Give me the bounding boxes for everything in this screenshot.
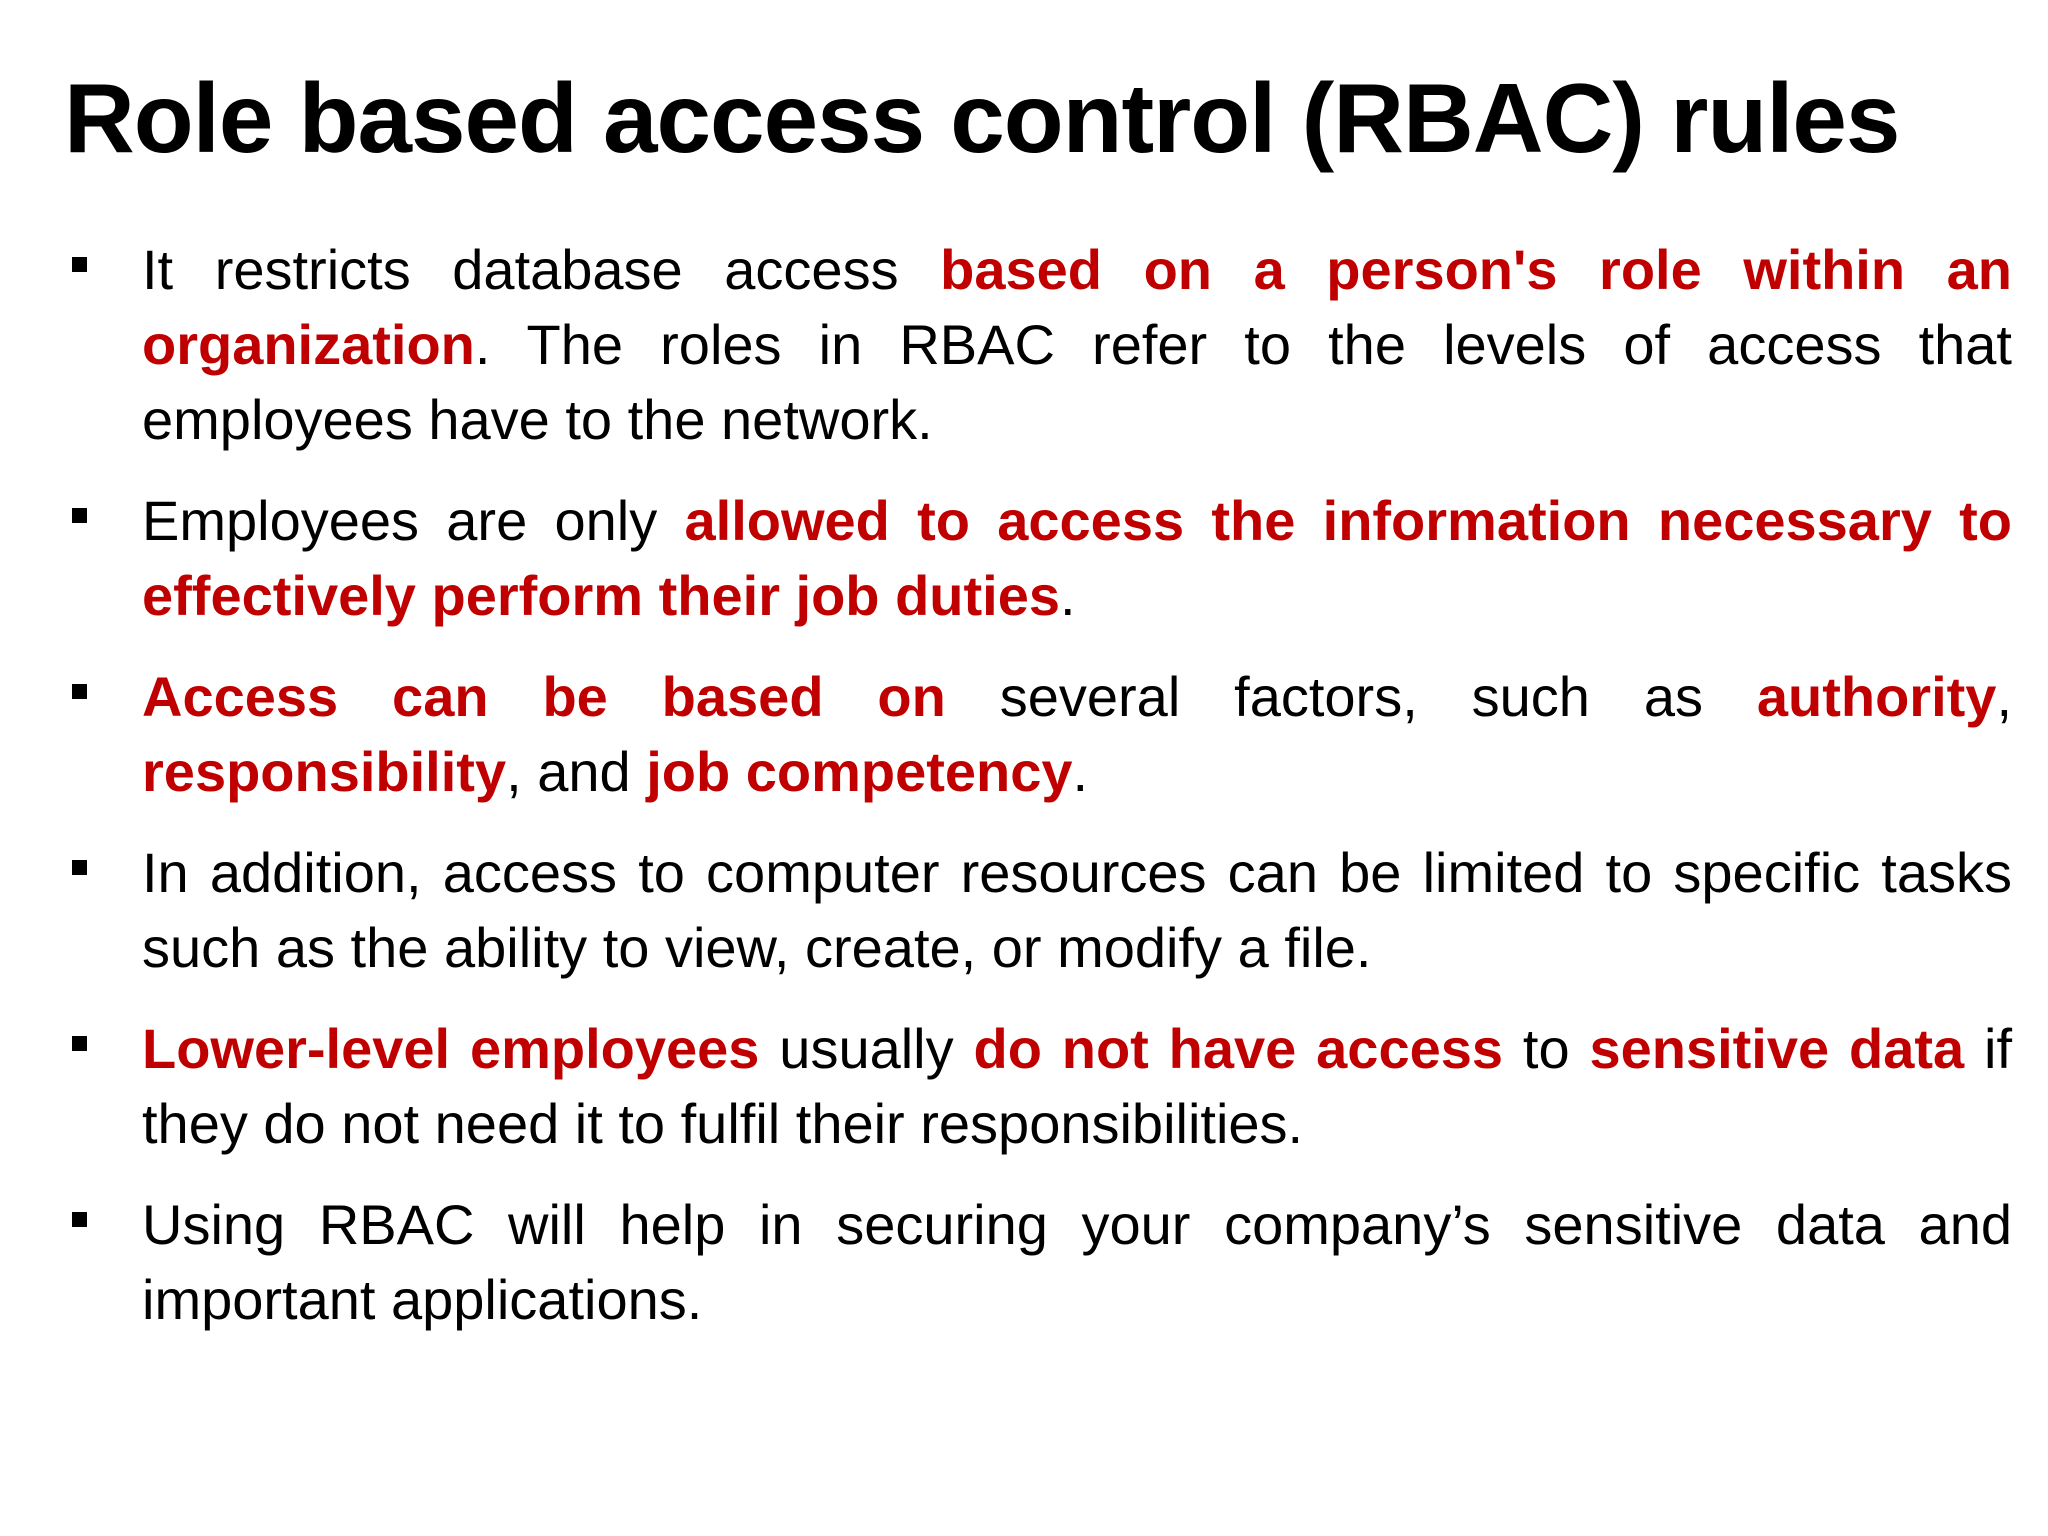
- square-bullet-icon: [72, 1036, 87, 1051]
- body-text: . The roles in RBAC refer to the levels of access that employees have to the network.: [142, 313, 2012, 451]
- bullet-item: [62, 483, 2012, 633]
- body-text: In addition, access to computer resources can be limited to specific tasks such as the ability to view, create, or modify a file.: [142, 841, 2012, 979]
- body-text: Employees are only: [142, 489, 685, 552]
- square-bullet-icon: [72, 860, 87, 875]
- bullet-item: [62, 1011, 2012, 1161]
- emphasized-text: Lower-level employees: [142, 1017, 760, 1080]
- emphasized-text: responsibility: [142, 740, 507, 803]
- emphasized-text: job competency: [646, 740, 1073, 803]
- square-bullet-icon: [72, 684, 87, 699]
- emphasized-text: authority: [1756, 665, 1997, 728]
- body-text: , and: [506, 740, 647, 803]
- body-text: Using RBAC will help in securing your company’s sensitive data and important applications.: [142, 1193, 2012, 1331]
- square-bullet-icon: [72, 257, 87, 272]
- bullet-item: [62, 835, 2012, 985]
- bullet-item: [62, 659, 2012, 809]
- body-text: usually: [759, 1017, 974, 1080]
- emphasized-text: based on a person's role within an organization: [142, 238, 2012, 376]
- emphasized-text: allowed to access the information necessary to effectively perform their job duties: [142, 489, 2012, 627]
- square-bullet-icon: [72, 508, 87, 523]
- bullet-item: [62, 232, 2012, 457]
- body-text: several factors, such as: [945, 665, 1757, 728]
- body-text: if they do not need it to fulfil their responsibilities.: [142, 1017, 2013, 1155]
- square-bullet-icon: [72, 1212, 87, 1227]
- body-text: .: [1059, 564, 1076, 627]
- body-text: to: [1503, 1017, 1590, 1080]
- slide-title: Role based access control (RBAC) rules: [64, 63, 1900, 173]
- emphasized-text: do not have access: [973, 1017, 1504, 1080]
- body-text: ,: [1996, 665, 2012, 728]
- body-text: .: [1072, 740, 1089, 803]
- emphasized-text: Access can be based on: [142, 665, 946, 728]
- bullet-list: [62, 232, 2012, 1337]
- body-text: It restricts database access: [142, 238, 941, 301]
- bullet-item: [62, 1187, 2012, 1337]
- emphasized-text: sensitive data: [1589, 1017, 1965, 1080]
